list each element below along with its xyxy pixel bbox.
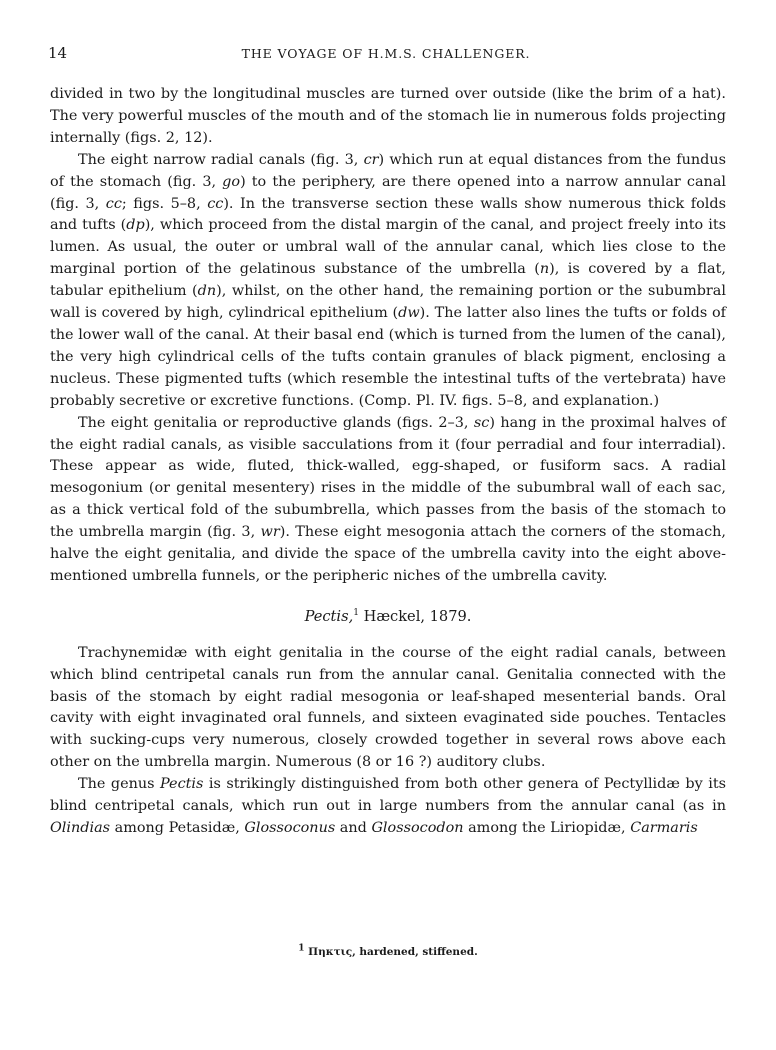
text-run: ). The latter also lines the tufts or folds of the lower wall of the canal. At their basal end (which is turned from the lumen of the canal), the very high cylindrical cells of the tufts contain granules of black pigment, enclosing a nucleus. These pigmented tufts (which resemble the intestinal tufts of the vertebrata) have probably secretive or excretive functions. (Comp. Pl. IV. figs. 5–8, and explanation.)	[50, 305, 726, 409]
genus-heading	[50, 606, 726, 628]
text-run: The eight narrow radial canals (fig. 3,	[78, 151, 364, 168]
footnote-reference: 1	[353, 607, 359, 618]
figure-label: n	[539, 261, 550, 278]
text-run: is strikingly distinguished from both other genera of Pectyllidæ by its blind centripetal canals, which run out in large numbers from the annular canal (as in	[50, 776, 726, 815]
taxon-name: Carmaris	[630, 820, 698, 836]
page-header	[48, 44, 724, 66]
text-run: ; figs. 5–8,	[121, 195, 208, 212]
taxon-name: Glossocodon	[371, 820, 464, 836]
figure-label: go	[222, 173, 241, 190]
figure-label: sc	[473, 414, 490, 431]
text-run: ) to the periphery, are there opened into a narrow annular canal (fig. 3,	[50, 173, 727, 212]
figure-label: cc	[207, 195, 224, 212]
body-text	[50, 84, 726, 840]
running-head: THE VOYAGE OF H.M.S. CHALLENGER.	[241, 46, 531, 61]
text-run: ) which run at equal distances from the fundus of the stomach (fig. 3,	[50, 151, 726, 190]
figure-label: cc	[105, 195, 122, 212]
text-run: among the Liriopidæ,	[463, 820, 631, 836]
paragraph-1-text: divided in two by the longitudinal muscles are turned over outside (like the brim of a hat). The very powerful muscles of the mouth and of the stomach lie in numerous folds projecting internally (figs. 2, 12).	[50, 86, 726, 146]
footnote-text: Πηκτις, hardened, stiffened.	[304, 946, 478, 958]
footnote	[50, 943, 726, 958]
paragraph-3	[50, 413, 726, 588]
text-run: and	[335, 820, 372, 836]
text-run: ). In the transverse section these walls show numerous thick folds and tufts (	[50, 195, 726, 234]
text-run: ). These eight mesogonia attach the corners of the stomach, halve the eight genitalia, and divide the space of the umbrella cavity into the eight above-mentioned umbrella funnels, or the peripheric niches of the umbrella cavity.	[50, 524, 726, 584]
figure-label: dw	[398, 305, 420, 322]
figure-label: dp	[126, 217, 145, 234]
genus-name: Pectis,	[304, 607, 354, 625]
taxon-name: Olindias	[50, 820, 111, 836]
text-run: ), which proceed from the distal margin of the canal, and project freely into its lumen. As usual, the outer or umbral wall of the annular canal, which lies close to the marginal portion of the gelatinous substance of the umbrella (	[50, 217, 726, 278]
text-run: ) hang in the proximal halves of the eight radial canals, as visible sacculations from it (four perradial and four interradial). These appear as wide, fluted, thick-walled, egg-shaped, or fusiform sacs. A radial mesogonium (or genital mesentery) rises in the middle of the subumbral wall of each sac, as a thick vertical fold of the subumbrella, which passes from the basis of the stomach to the umbrella margin (fig. 3,	[50, 414, 726, 541]
paragraph-2	[50, 150, 726, 413]
text-run: ), whilst, on the other hand, the remaining portion or the subumbral wall is covered by high, cylindrical epithelium (	[50, 283, 726, 322]
taxon-name: Glossoconus	[244, 820, 336, 836]
figure-label: wr	[260, 524, 280, 541]
paragraph-1	[50, 84, 726, 150]
text-run: among Petasidæ,	[110, 820, 245, 836]
taxon-name: Pectis	[160, 776, 204, 793]
text-run: ), is covered by a flat, tabular epithelium (	[50, 261, 726, 300]
heading-authority: Hæckel, 1879.	[358, 607, 472, 625]
text-run: The eight genitalia or reproductive glands (figs. 2–3,	[78, 414, 474, 431]
paragraph-5	[50, 774, 726, 840]
figure-label: cr	[363, 151, 379, 168]
figure-label: dn	[197, 283, 217, 300]
paragraph-4-text: Trachynemidæ with eight genitalia in the course of the eight radial canals, between which blind centripetal canals run from the annular canal. Genitalia connected with the basis of the stomach by eight radial mesogonia or leaf-shaped mesenterial bands. Oral cavity with eight invaginated oral funnels, and sixteen evaginated side pouches. Tentacles with sucking-cups very numerous, closely crowded together in several rows above each other on the umbrella margin. Numerous (8 or 16 ?) auditory clubs.	[50, 644, 726, 771]
page-number: 14	[48, 44, 68, 62]
paragraph-4	[50, 643, 726, 774]
footnote-number: 1	[298, 943, 305, 954]
text-run: The genus	[78, 776, 161, 793]
